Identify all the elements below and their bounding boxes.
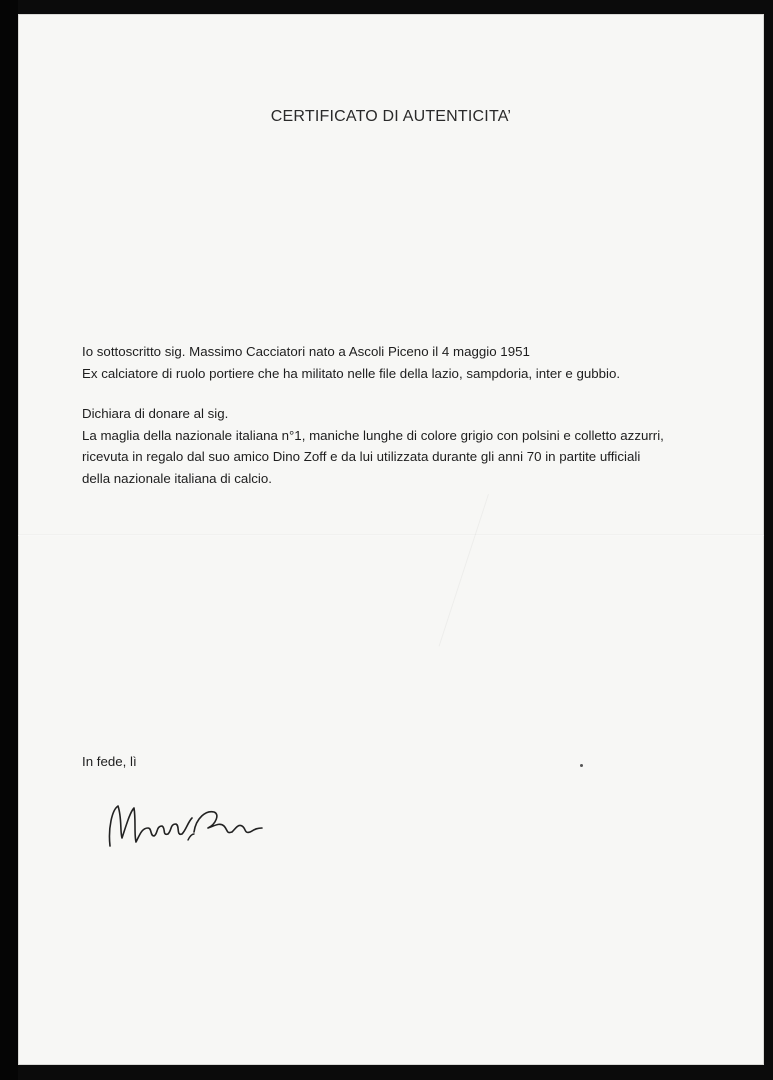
body-line: Dichiara di donare al sig.	[82, 406, 229, 421]
body-line: ricevuta in regalo dal suo amico Dino Zoff e da lui utilizzata durante gli anni 70 in partite ufficiali	[82, 449, 641, 464]
closing-text: In fede, lì	[82, 754, 137, 769]
donation-paragraph	[82, 403, 722, 489]
intro-line: Io sottoscritto sig. Massimo Cacciatori nato a Ascoli Piceno il 4 maggio 1951	[82, 344, 530, 359]
fold-crease-diagonal	[439, 494, 489, 646]
paper-speck	[580, 764, 583, 767]
scan-border	[0, 0, 18, 1080]
document-title: CERTIFICATO DI AUTENTICITA’	[270, 108, 512, 125]
fold-crease	[18, 534, 764, 536]
document-page	[18, 14, 764, 1065]
intro-line: Ex calciatore di ruolo portiere che ha militato nelle file della lazio, sampdoria, inter e gubbio.	[82, 365, 621, 381]
intro-paragraph	[82, 341, 722, 384]
body-line: della nazionale italiana di calcio.	[82, 470, 272, 486]
handwritten-signature	[96, 788, 276, 858]
body-line: La maglia della nazionale italiana n°1, maniche lunghe di colore grigio con polsini e colletto azzurri,	[82, 427, 664, 443]
